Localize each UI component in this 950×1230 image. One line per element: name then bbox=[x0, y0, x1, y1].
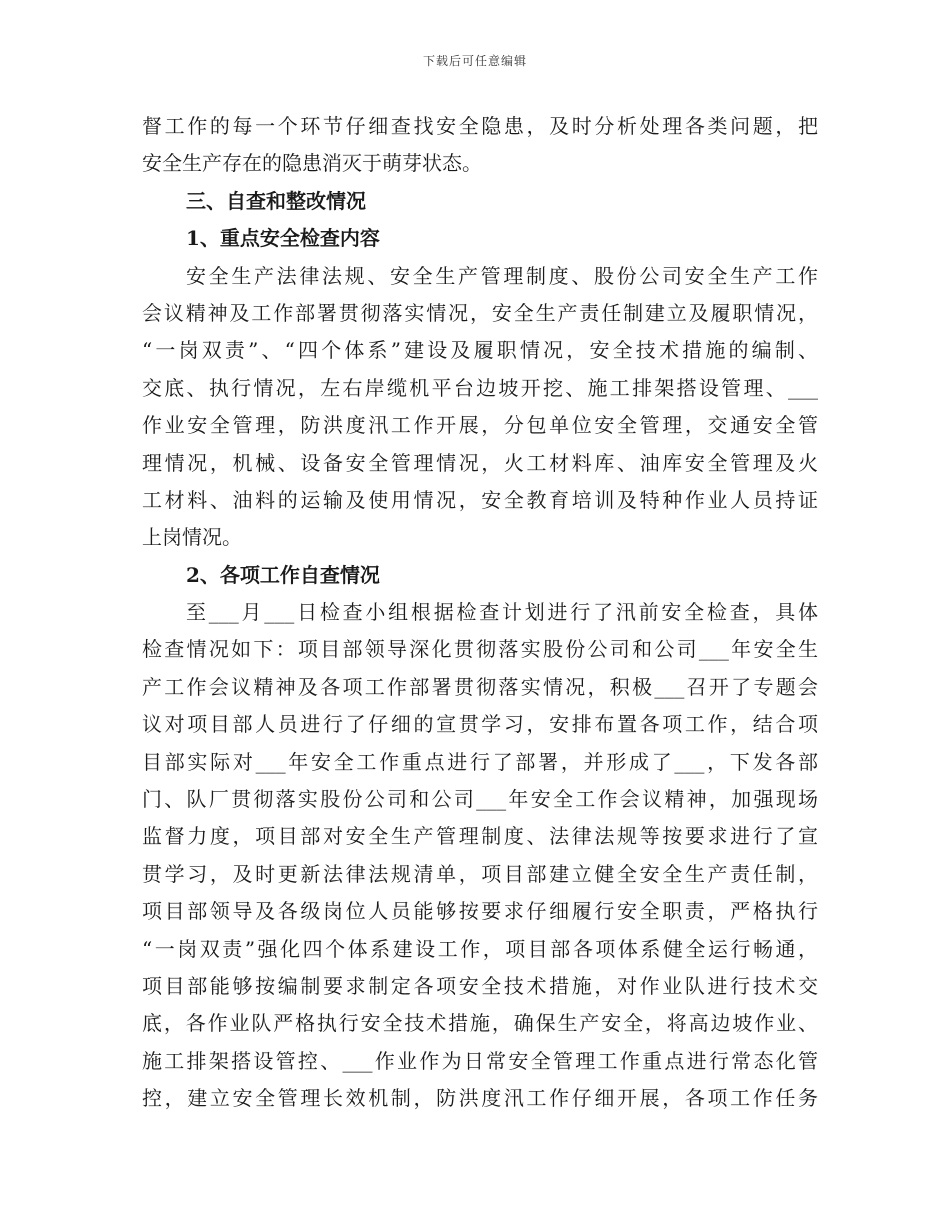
document-body bbox=[142, 108, 818, 1118]
body-line: 议对项目部人员进行了仔细的宣贯学习，安排布置各项工作，结合项 bbox=[142, 712, 818, 737]
body-line: “一岗双责”强化四个体系建设工作，项目部各项体系健全运行畅通， bbox=[142, 936, 818, 961]
body-line: 贯学习，及时更新法律法规清单，项目部建立健全安全生产责任制， bbox=[142, 861, 818, 886]
body-line: 督工作的每一个环节仔细查找安全隐患，及时分析处理各类问题，把 bbox=[142, 114, 818, 138]
body-line: 交底、执行情况，左右岸缆机平台边坡开挖、施工排架搭设管理、___ bbox=[142, 375, 818, 400]
body-line: 产工作会议精神及各项工作部署贯彻落实情况，积极___召开了专题会 bbox=[142, 674, 818, 699]
body-line: 理情况，机械、设备安全管理情况，火工材料库、油库安全管理及火 bbox=[142, 450, 818, 475]
page-header: 下载后可任意编辑 bbox=[422, 54, 527, 68]
body-line: 安全生产法律法规、安全生产管理制度、股份公司安全生产工作 bbox=[186, 263, 818, 288]
body-line: 至___月___日检查小组根据检查计划进行了汛前安全检查，具体 bbox=[186, 600, 818, 625]
section-heading: 三、自查和整改情况 bbox=[186, 188, 366, 213]
body-line: 会议精神及工作部署贯彻落实情况，安全生产责任制建立及履职情况， bbox=[142, 300, 818, 325]
body-line: 施工排架搭设管控、___作业作为日常安全管理工作重点进行常态化管 bbox=[142, 1048, 818, 1073]
body-line: 监督力度，项目部对安全生产管理制度、法律法规等按要求进行了宣 bbox=[142, 824, 818, 849]
subsection-heading: 1、重点安全检查内容 bbox=[186, 226, 380, 251]
body-line: 控，建立安全管理长效机制，防洪度汛工作仔细开展，各项工作任务 bbox=[142, 1086, 818, 1111]
body-line: 上岗情况。 bbox=[142, 525, 242, 550]
body-line: 目部实际对___年安全工作重点进行了部署，并形成了___，下发各部 bbox=[142, 749, 818, 774]
body-line: 工材料、油料的运输及使用情况，安全教育培训及特种作业人员持证 bbox=[142, 487, 818, 512]
subsection-heading: 2、各项工作自查情况 bbox=[186, 562, 380, 587]
body-line: 项目部领导及各级岗位人员能够按要求仔细履行安全职责，严格执行 bbox=[142, 899, 818, 924]
body-line: 门、队厂贯彻落实股份公司和公司___年安全工作会议精神，加强现场 bbox=[142, 787, 818, 812]
body-line: 底，各作业队严格执行安全技术措施，确保生产安全，将高边坡作业、 bbox=[142, 1011, 818, 1036]
body-line: 项目部能够按编制要求制定各项安全技术措施，对作业队进行技术交 bbox=[142, 973, 818, 998]
body-line: 作业安全管理，防洪度汛工作开展，分包单位安全管理，交通安全管 bbox=[142, 413, 818, 438]
body-line: 检查情况如下：项目部领导深化贯彻落实股份公司和公司___年安全生 bbox=[142, 637, 818, 662]
body-line: “一岗双责”、“四个体系”建设及履职情况，安全技术措施的编制、 bbox=[142, 338, 818, 363]
body-line: 安全生产存在的隐患消灭于萌芽状态。 bbox=[142, 151, 482, 176]
